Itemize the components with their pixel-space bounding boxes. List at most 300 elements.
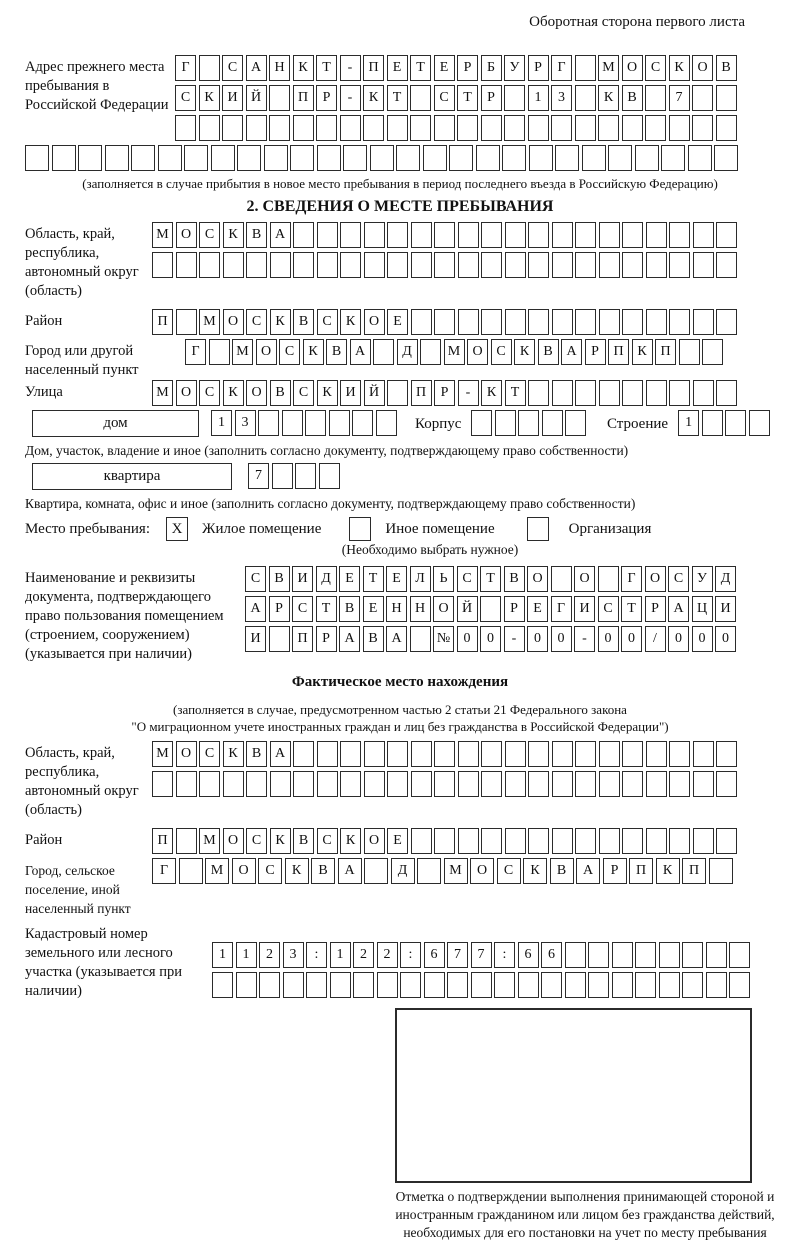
char-box[interactable]	[481, 771, 502, 797]
char-box[interactable]	[669, 309, 690, 335]
char-box[interactable]	[411, 771, 432, 797]
char-box[interactable]: О	[364, 309, 385, 335]
char-box[interactable]	[481, 222, 502, 248]
char-box[interactable]: Г	[551, 596, 572, 622]
char-box[interactable]: К	[481, 380, 502, 406]
char-box[interactable]: Т	[316, 55, 337, 81]
char-box[interactable]: И	[292, 566, 313, 592]
char-box[interactable]	[688, 145, 712, 171]
char-box[interactable]: Р	[269, 596, 290, 622]
char-box[interactable]: 6	[518, 942, 539, 968]
char-box[interactable]	[729, 942, 750, 968]
char-box[interactable]: Р	[457, 55, 478, 81]
char-box[interactable]	[434, 828, 455, 854]
char-box[interactable]	[411, 252, 432, 278]
char-box[interactable]	[434, 771, 455, 797]
char-box[interactable]	[131, 145, 155, 171]
char-box[interactable]	[400, 972, 421, 998]
char-box[interactable]	[370, 145, 394, 171]
char-box[interactable]: А	[561, 339, 582, 365]
char-box[interactable]: Г	[621, 566, 642, 592]
char-box[interactable]	[223, 252, 244, 278]
char-box[interactable]	[480, 596, 501, 622]
char-box[interactable]	[52, 145, 76, 171]
char-box[interactable]	[481, 115, 502, 141]
char-box[interactable]: А	[350, 339, 371, 365]
char-box[interactable]	[551, 115, 572, 141]
char-box[interactable]: К	[270, 828, 291, 854]
char-box[interactable]: №	[433, 626, 454, 652]
char-box[interactable]	[529, 145, 553, 171]
char-box[interactable]	[575, 380, 596, 406]
char-box[interactable]: Л	[410, 566, 431, 592]
char-box[interactable]: -	[504, 626, 525, 652]
char-box[interactable]: Н	[386, 596, 407, 622]
char-box[interactable]: 7	[471, 942, 492, 968]
char-box[interactable]: А	[339, 626, 360, 652]
char-box[interactable]	[598, 566, 619, 592]
char-box[interactable]: К	[270, 309, 291, 335]
char-box[interactable]	[692, 85, 713, 111]
char-box[interactable]	[105, 145, 129, 171]
char-box[interactable]: Р	[603, 858, 627, 884]
char-box[interactable]: С	[292, 596, 313, 622]
char-box[interactable]: О	[176, 380, 197, 406]
char-box[interactable]	[246, 771, 267, 797]
char-box[interactable]	[612, 972, 633, 998]
char-box[interactable]	[661, 145, 685, 171]
char-box[interactable]: Т	[621, 596, 642, 622]
char-box[interactable]	[622, 741, 643, 767]
char-box[interactable]: К	[632, 339, 653, 365]
char-box[interactable]	[387, 741, 408, 767]
char-box[interactable]	[669, 252, 690, 278]
char-box[interactable]: 0	[480, 626, 501, 652]
char-box[interactable]	[340, 222, 361, 248]
char-box[interactable]: 3	[235, 410, 256, 436]
char-box[interactable]: М	[152, 380, 173, 406]
char-box[interactable]	[25, 145, 49, 171]
char-box[interactable]	[646, 380, 667, 406]
char-box[interactable]: Е	[527, 596, 548, 622]
char-box[interactable]: М	[152, 741, 173, 767]
char-box[interactable]	[622, 380, 643, 406]
char-box[interactable]: М	[598, 55, 619, 81]
char-box[interactable]: С	[246, 828, 267, 854]
char-box[interactable]: К	[317, 380, 338, 406]
char-box[interactable]	[729, 972, 750, 998]
char-box[interactable]: П	[655, 339, 676, 365]
char-box[interactable]	[588, 942, 609, 968]
char-box[interactable]: О	[364, 828, 385, 854]
char-box[interactable]: О	[232, 858, 256, 884]
char-box[interactable]: С	[199, 741, 220, 767]
char-box[interactable]	[317, 252, 338, 278]
char-box[interactable]	[622, 309, 643, 335]
char-box[interactable]: И	[245, 626, 266, 652]
char-box[interactable]	[693, 828, 714, 854]
char-box[interactable]: С	[645, 55, 666, 81]
char-box[interactable]: 6	[424, 942, 445, 968]
char-box[interactable]: Т	[387, 85, 408, 111]
char-box[interactable]: Й	[246, 85, 267, 111]
char-box[interactable]: И	[222, 85, 243, 111]
char-box[interactable]: 0	[598, 626, 619, 652]
checkbox-inoe[interactable]	[349, 517, 371, 541]
char-box[interactable]: М	[444, 339, 465, 365]
char-box[interactable]: С	[317, 828, 338, 854]
char-box[interactable]: Р	[585, 339, 606, 365]
char-box[interactable]: А	[576, 858, 600, 884]
char-box[interactable]: 2	[377, 942, 398, 968]
char-box[interactable]	[293, 222, 314, 248]
char-box[interactable]	[541, 972, 562, 998]
char-box[interactable]: П	[292, 626, 313, 652]
char-box[interactable]: Т	[363, 566, 384, 592]
char-box[interactable]	[340, 115, 361, 141]
char-box[interactable]	[716, 380, 737, 406]
char-box[interactable]	[212, 972, 233, 998]
char-box[interactable]: Н	[410, 596, 431, 622]
char-box[interactable]	[599, 741, 620, 767]
char-box[interactable]: 0	[715, 626, 736, 652]
char-box[interactable]: К	[223, 222, 244, 248]
char-box[interactable]: Р	[481, 85, 502, 111]
char-box[interactable]: А	[270, 222, 291, 248]
char-box[interactable]: :	[400, 942, 421, 968]
char-box[interactable]	[175, 115, 196, 141]
char-box[interactable]: И	[574, 596, 595, 622]
char-box[interactable]	[199, 771, 220, 797]
char-box[interactable]: В	[246, 222, 267, 248]
char-box[interactable]	[599, 222, 620, 248]
char-box[interactable]	[176, 828, 197, 854]
char-box[interactable]: Д	[397, 339, 418, 365]
char-box[interactable]: О	[692, 55, 713, 81]
char-box[interactable]	[518, 410, 539, 436]
char-box[interactable]	[424, 972, 445, 998]
char-box[interactable]	[179, 858, 203, 884]
char-box[interactable]: 1	[678, 410, 699, 436]
char-box[interactable]: В	[716, 55, 737, 81]
char-box[interactable]: С	[245, 566, 266, 592]
char-box[interactable]	[552, 771, 573, 797]
char-box[interactable]: 0	[527, 626, 548, 652]
char-box[interactable]: И	[715, 596, 736, 622]
char-box[interactable]: Е	[434, 55, 455, 81]
char-box[interactable]	[264, 145, 288, 171]
char-box[interactable]	[246, 115, 267, 141]
char-box[interactable]	[184, 145, 208, 171]
char-box[interactable]	[505, 252, 526, 278]
char-box[interactable]: М	[199, 309, 220, 335]
char-box[interactable]	[599, 771, 620, 797]
char-box[interactable]	[679, 339, 700, 365]
char-box[interactable]	[706, 942, 727, 968]
char-box[interactable]: Й	[364, 380, 385, 406]
char-box[interactable]	[575, 115, 596, 141]
char-box[interactable]	[317, 145, 341, 171]
char-box[interactable]	[716, 828, 737, 854]
char-box[interactable]	[423, 145, 447, 171]
char-box[interactable]	[340, 252, 361, 278]
char-box[interactable]	[387, 771, 408, 797]
char-box[interactable]	[237, 145, 261, 171]
char-box[interactable]: Г	[152, 858, 176, 884]
char-box[interactable]	[176, 771, 197, 797]
char-box[interactable]: О	[246, 380, 267, 406]
char-box[interactable]	[528, 741, 549, 767]
char-box[interactable]	[682, 972, 703, 998]
char-box[interactable]	[481, 741, 502, 767]
char-box[interactable]: С	[246, 309, 267, 335]
char-box[interactable]: 1	[330, 942, 351, 968]
char-box[interactable]	[575, 741, 596, 767]
char-box[interactable]	[622, 115, 643, 141]
char-box[interactable]	[622, 771, 643, 797]
checkbox-organizatsiya[interactable]	[527, 517, 549, 541]
char-box[interactable]	[692, 115, 713, 141]
char-box[interactable]	[555, 145, 579, 171]
char-box[interactable]: О	[622, 55, 643, 81]
char-box[interactable]	[702, 410, 723, 436]
char-box[interactable]: О	[527, 566, 548, 592]
char-box[interactable]: 1	[212, 942, 233, 968]
char-box[interactable]: 0	[668, 626, 689, 652]
char-box[interactable]: 6	[541, 942, 562, 968]
char-box[interactable]: К	[223, 741, 244, 767]
char-box[interactable]	[495, 410, 516, 436]
char-box[interactable]: В	[269, 566, 290, 592]
char-box[interactable]	[588, 972, 609, 998]
char-box[interactable]: 3	[283, 942, 304, 968]
char-box[interactable]: Е	[387, 309, 408, 335]
char-box[interactable]: Р	[316, 626, 337, 652]
char-box[interactable]	[481, 252, 502, 278]
char-box[interactable]	[505, 771, 526, 797]
char-box[interactable]: К	[303, 339, 324, 365]
char-box[interactable]	[552, 741, 573, 767]
char-box[interactable]: А	[245, 596, 266, 622]
char-box[interactable]: П	[152, 828, 173, 854]
char-box[interactable]: А	[668, 596, 689, 622]
char-box[interactable]: И	[340, 380, 361, 406]
char-box[interactable]	[599, 252, 620, 278]
char-box[interactable]	[329, 410, 350, 436]
char-box[interactable]	[518, 972, 539, 998]
char-box[interactable]	[434, 222, 455, 248]
char-box[interactable]	[410, 85, 431, 111]
char-box[interactable]: 7	[248, 463, 269, 489]
char-box[interactable]: В	[270, 380, 291, 406]
char-box[interactable]	[211, 145, 235, 171]
char-box[interactable]: А	[338, 858, 362, 884]
char-box[interactable]: О	[176, 741, 197, 767]
char-box[interactable]: Р	[434, 380, 455, 406]
char-box[interactable]	[396, 145, 420, 171]
char-box[interactable]: О	[645, 566, 666, 592]
char-box[interactable]	[316, 115, 337, 141]
char-box[interactable]: Т	[480, 566, 501, 592]
char-box[interactable]: В	[339, 596, 360, 622]
char-box[interactable]: С	[199, 222, 220, 248]
char-box[interactable]: 2	[259, 942, 280, 968]
char-box[interactable]: Т	[505, 380, 526, 406]
char-box[interactable]: 0	[692, 626, 713, 652]
char-box[interactable]	[693, 309, 714, 335]
char-box[interactable]	[714, 145, 738, 171]
char-box[interactable]	[551, 566, 572, 592]
char-box[interactable]	[505, 828, 526, 854]
char-box[interactable]: Г	[175, 55, 196, 81]
char-box[interactable]: В	[326, 339, 347, 365]
char-box[interactable]	[269, 85, 290, 111]
char-box[interactable]	[693, 771, 714, 797]
char-box[interactable]	[152, 252, 173, 278]
char-box[interactable]	[434, 115, 455, 141]
char-box[interactable]	[598, 115, 619, 141]
char-box[interactable]	[552, 222, 573, 248]
char-box[interactable]	[305, 410, 326, 436]
char-box[interactable]	[528, 380, 549, 406]
char-box[interactable]	[693, 222, 714, 248]
char-box[interactable]	[504, 85, 525, 111]
char-box[interactable]	[411, 222, 432, 248]
char-box[interactable]: 0	[621, 626, 642, 652]
char-box[interactable]	[528, 828, 549, 854]
char-box[interactable]	[646, 828, 667, 854]
char-box[interactable]: К	[340, 309, 361, 335]
char-box[interactable]	[176, 252, 197, 278]
char-box[interactable]	[565, 972, 586, 998]
char-box[interactable]: К	[285, 858, 309, 884]
char-box[interactable]	[612, 942, 633, 968]
char-box[interactable]	[258, 410, 279, 436]
char-box[interactable]: А	[270, 741, 291, 767]
char-box[interactable]	[471, 972, 492, 998]
char-box[interactable]: С	[434, 85, 455, 111]
char-box[interactable]	[646, 309, 667, 335]
char-box[interactable]	[306, 972, 327, 998]
char-box[interactable]	[343, 145, 367, 171]
char-box[interactable]: К	[363, 85, 384, 111]
char-box[interactable]: Д	[391, 858, 415, 884]
char-box[interactable]	[528, 771, 549, 797]
char-box[interactable]: С	[199, 380, 220, 406]
char-box[interactable]: П	[682, 858, 706, 884]
char-box[interactable]	[471, 410, 492, 436]
char-box[interactable]	[293, 741, 314, 767]
char-box[interactable]: Р	[504, 596, 525, 622]
char-box[interactable]: М	[232, 339, 253, 365]
char-box[interactable]: -	[574, 626, 595, 652]
char-box[interactable]: П	[363, 55, 384, 81]
char-box[interactable]	[411, 828, 432, 854]
char-box[interactable]	[646, 741, 667, 767]
char-box[interactable]	[659, 972, 680, 998]
char-box[interactable]	[565, 942, 586, 968]
char-box[interactable]: Б	[481, 55, 502, 81]
char-box[interactable]	[340, 771, 361, 797]
char-box[interactable]: В	[293, 309, 314, 335]
char-box[interactable]	[552, 309, 573, 335]
char-box[interactable]: С	[457, 566, 478, 592]
char-box[interactable]	[387, 115, 408, 141]
char-box[interactable]: :	[306, 942, 327, 968]
char-box[interactable]	[575, 55, 596, 81]
char-box[interactable]: В	[293, 828, 314, 854]
char-box[interactable]	[635, 972, 656, 998]
char-box[interactable]	[552, 380, 573, 406]
char-box[interactable]	[158, 145, 182, 171]
char-box[interactable]: Е	[386, 566, 407, 592]
char-box[interactable]	[608, 145, 632, 171]
char-box[interactable]	[646, 771, 667, 797]
char-box[interactable]	[176, 309, 197, 335]
char-box[interactable]	[447, 972, 468, 998]
char-box[interactable]	[669, 741, 690, 767]
char-box[interactable]	[282, 410, 303, 436]
char-box[interactable]: У	[692, 566, 713, 592]
char-box[interactable]	[575, 222, 596, 248]
char-box[interactable]	[716, 771, 737, 797]
char-box[interactable]: С	[293, 380, 314, 406]
char-box[interactable]	[199, 55, 220, 81]
char-box[interactable]	[458, 309, 479, 335]
char-box[interactable]: Е	[339, 566, 360, 592]
char-box[interactable]	[709, 858, 733, 884]
char-box[interactable]: О	[574, 566, 595, 592]
char-box[interactable]	[494, 972, 515, 998]
char-box[interactable]: В	[538, 339, 559, 365]
char-box[interactable]	[622, 252, 643, 278]
char-box[interactable]: 0	[457, 626, 478, 652]
char-box[interactable]	[417, 858, 441, 884]
char-box[interactable]	[599, 309, 620, 335]
char-box[interactable]	[209, 339, 230, 365]
char-box[interactable]: С	[668, 566, 689, 592]
char-box[interactable]	[317, 741, 338, 767]
char-box[interactable]	[528, 115, 549, 141]
char-box[interactable]	[352, 410, 373, 436]
char-box[interactable]: -	[340, 55, 361, 81]
char-box[interactable]	[377, 972, 398, 998]
char-box[interactable]	[223, 771, 244, 797]
char-box[interactable]: С	[497, 858, 521, 884]
char-box[interactable]	[706, 972, 727, 998]
char-box[interactable]	[387, 252, 408, 278]
char-box[interactable]: К	[514, 339, 535, 365]
char-box[interactable]	[199, 115, 220, 141]
char-box[interactable]: М	[199, 828, 220, 854]
char-box[interactable]: 1	[528, 85, 549, 111]
char-box[interactable]	[283, 972, 304, 998]
char-box[interactable]: 2	[353, 942, 374, 968]
char-box[interactable]	[363, 115, 384, 141]
char-box[interactable]	[387, 380, 408, 406]
char-box[interactable]	[481, 309, 502, 335]
char-box[interactable]: :	[494, 942, 515, 968]
char-box[interactable]	[364, 771, 385, 797]
char-box[interactable]: Г	[551, 55, 572, 81]
char-box[interactable]: У	[504, 55, 525, 81]
char-box[interactable]: П	[293, 85, 314, 111]
char-box[interactable]	[645, 85, 666, 111]
char-box[interactable]: Ь	[433, 566, 454, 592]
char-box[interactable]: К	[598, 85, 619, 111]
char-box[interactable]	[434, 309, 455, 335]
char-box[interactable]	[749, 410, 770, 436]
